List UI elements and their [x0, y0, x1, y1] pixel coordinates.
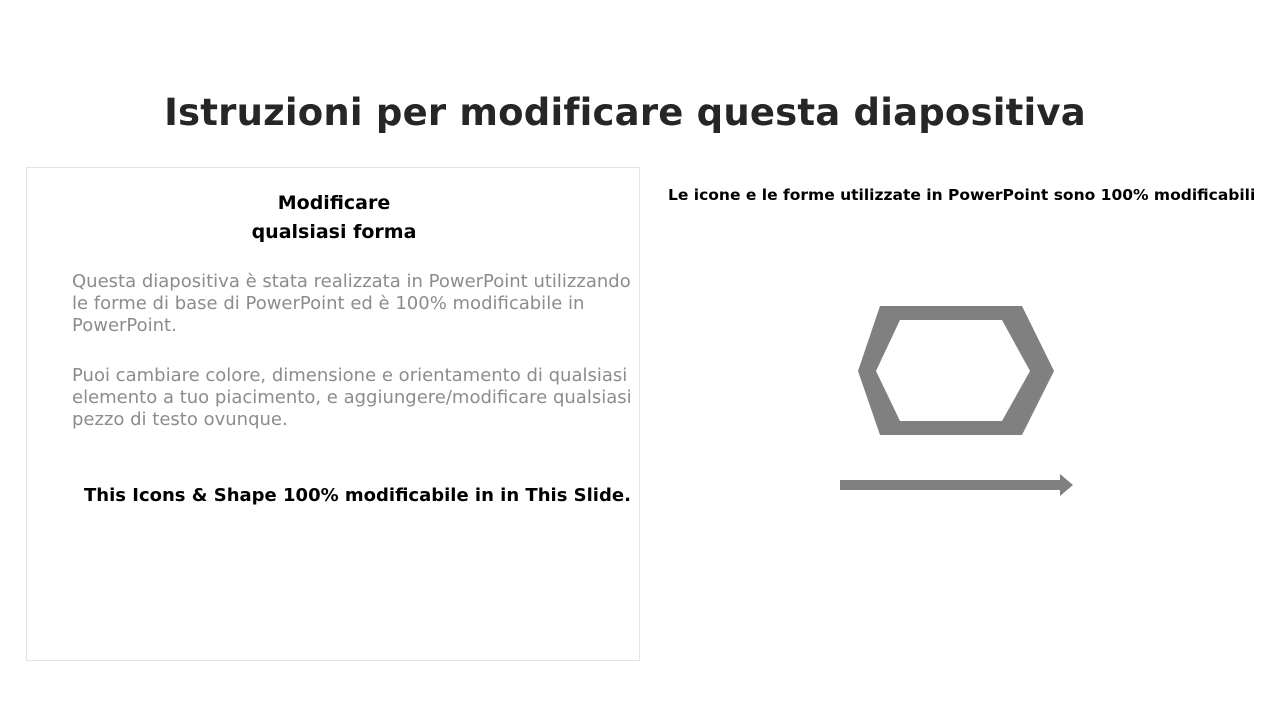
instructions-paragraph-2: Puoi cambiare colore, dimensione e orientamento di qualsiasi elemento a tuo piacimento, e aggiungere/modificare qualsiasi pezzo di testo ovunque. [72, 365, 632, 430]
hexagon-icon[interactable] [858, 306, 1054, 435]
panel-note: This Icons & Shape 100% modificabile in in This Slide. [84, 485, 631, 506]
panel-heading-line-1: Modificare [277, 192, 391, 214]
slide-title: Istruzioni per modificare questa diapositiva [164, 90, 1086, 134]
panel-heading [27, 189, 641, 247]
shapes-caption: Le icone e le forme utilizzate in PowerPoint sono 100% modificabili [668, 186, 1256, 204]
instructions-paragraph-1: Questa diapositiva è stata realizzata in PowerPoint utilizzando le forme di base di PowerPoint ed è 100% modificabile in PowerPoint. [72, 271, 631, 336]
instructions-panel [26, 167, 640, 661]
panel-heading-line-2: qualsiasi forma [251, 221, 417, 243]
editable-shapes [820, 290, 1100, 510]
right-arrow-icon[interactable] [840, 474, 1073, 496]
